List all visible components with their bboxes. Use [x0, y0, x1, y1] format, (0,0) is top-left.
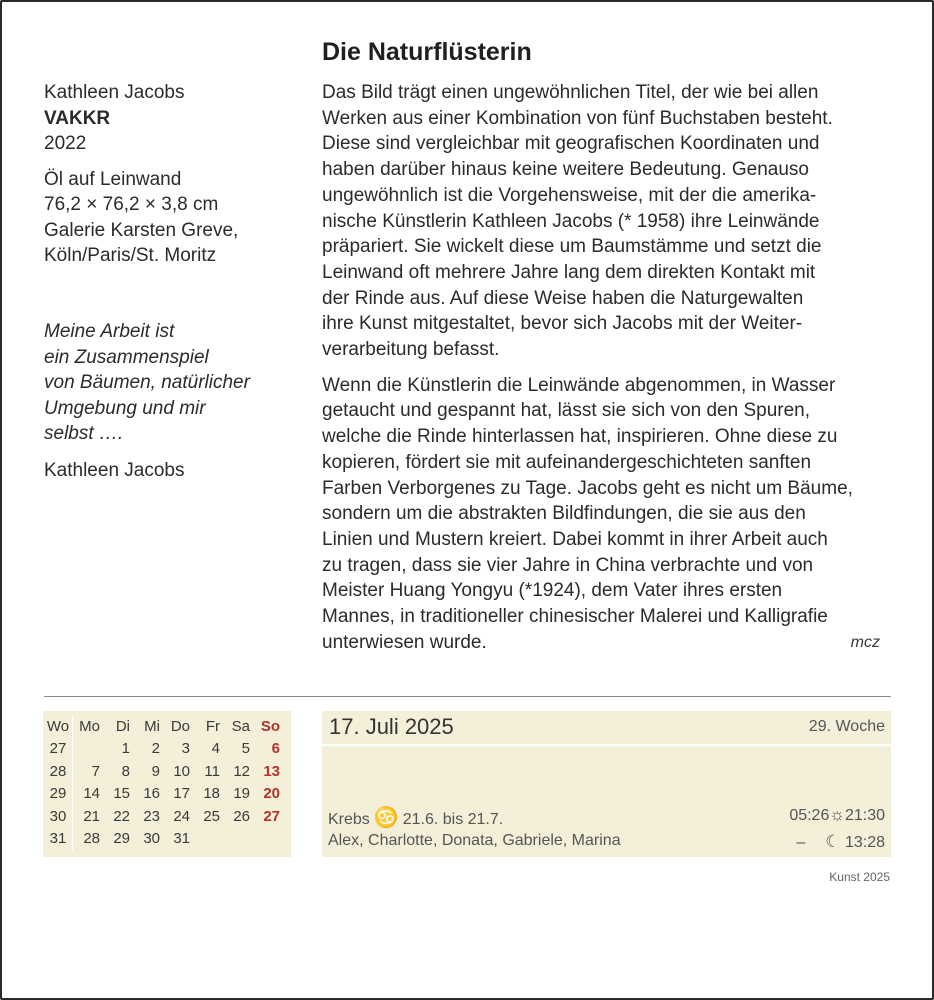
calendar-day — [78, 738, 100, 761]
text-line: unterwiesen wurde. — [322, 631, 487, 653]
text-line: Werken aus einer Kombination von fünf Buchstaben besteht. — [322, 107, 833, 129]
footer-label: Kunst 2025 — [829, 870, 890, 884]
artist-quote — [44, 319, 294, 447]
weekday-header: Sa — [231, 717, 250, 735]
calendar-day-sunday: 27 — [263, 807, 280, 825]
week-label: 29. Woche — [808, 718, 885, 735]
calendar-day: 14 — [83, 785, 100, 803]
article-body — [322, 80, 892, 665]
calendar-day: 19 — [233, 785, 250, 803]
calendar-day — [220, 828, 250, 851]
calendar-grid — [43, 715, 280, 850]
artwork-title: VAKKR — [44, 107, 111, 129]
artwork-gallery: Galerie Karsten Greve, — [44, 219, 239, 241]
week-number: 30 — [49, 807, 67, 825]
calendar-day: 24 — [173, 807, 190, 825]
calendar-day: 28 — [83, 830, 100, 848]
text-line: Linien und Mustern kreiert. Dabei kommt in ihrer Arbeit auch — [322, 528, 828, 550]
artwork-dimensions: 76,2 × 76,2 × 3,8 cm — [44, 194, 219, 215]
text-line: sondern um die abstrakten Bildfindungen, die sie aus den — [322, 503, 806, 525]
calendar-day: 21 — [83, 807, 100, 825]
text-line: verarbeitung befasst. — [322, 339, 500, 361]
calendar-day: 18 — [203, 785, 220, 803]
calendar-week-row — [43, 805, 280, 828]
week-column-header: Wo — [46, 717, 70, 735]
text-line: Wenn die Künstlerin die Leinwände abgenommen, in Wasser — [322, 374, 836, 396]
divider — [44, 696, 891, 697]
calendar-day: 12 — [233, 762, 250, 780]
sunset-time: 21:30 — [844, 807, 885, 824]
calendar-day: 15 — [113, 785, 130, 803]
week-number: 31 — [49, 830, 67, 848]
text-line: der Rinde aus. Auf diese Weise haben die Naturgewalten — [322, 287, 804, 309]
current-date: 17. Juli 2025 — [329, 714, 454, 739]
text-line: Leinwand oft mehrere Jahre lang dem direkten Kontakt mit — [322, 261, 816, 283]
calendar-day: 16 — [143, 785, 160, 803]
calendar-day-sunday: 6 — [271, 740, 280, 758]
calendar-day: 30 — [143, 830, 160, 848]
week-number: 28 — [49, 762, 67, 780]
day-panel — [322, 711, 891, 857]
cancer-crab-icon: ♋ — [373, 807, 399, 829]
quote-line: von Bäumen, natürlicher — [44, 372, 250, 393]
sun-times — [789, 805, 885, 825]
text-line: Diese sind vergleichbar mit geografischen Koordinaten und — [322, 133, 820, 155]
text-line: Mannes, in traditioneller chinesischer Malerei und Kalligrafie — [322, 606, 828, 628]
calendar-day: 31 — [173, 830, 190, 848]
zodiac-info — [328, 805, 503, 830]
calendar-week-row — [43, 760, 280, 783]
name-days: Alex, Charlotte, Donata, Gabriele, Marina — [328, 832, 621, 849]
calendar-day-sunday — [250, 828, 280, 851]
text-line: kopieren, fördert sie mit aufeinandergeschichteten sanften — [322, 451, 812, 473]
text-line: zu tragen, dass sie vier Jahre in China verbrachte und von — [322, 554, 814, 576]
calendar-day: 9 — [151, 762, 160, 780]
moonset-time: 13:28 — [844, 834, 885, 851]
artist-name: Kathleen Jacobs — [44, 82, 185, 103]
quote-line: ein Zusammenspiel — [44, 346, 209, 368]
calendar-day-sunday: 13 — [263, 762, 280, 780]
text-line: nische Künstlerin Kathleen Jacobs (* 1958) ihre Leinwände — [322, 210, 820, 232]
author-signature: mcz — [850, 634, 880, 651]
month-calendar — [43, 711, 291, 857]
calendar-day: 23 — [143, 807, 160, 825]
calendar-day: 11 — [204, 762, 220, 780]
artwork-medium: Öl auf Leinwand — [44, 168, 182, 190]
article-title: Die Naturflüsterin — [322, 38, 532, 66]
calendar-day: 8 — [121, 762, 130, 780]
zodiac-range: 21.6. bis 21.7. — [402, 811, 504, 828]
calendar-day: 10 — [173, 762, 190, 780]
calendar-day: 5 — [241, 740, 250, 758]
week-number: 29 — [49, 785, 67, 803]
weekday-header-sunday: So — [260, 717, 280, 735]
artwork-info — [44, 80, 284, 269]
week-number: 27 — [49, 740, 67, 758]
calendar-day: 17 — [173, 785, 190, 803]
paragraph-2 — [322, 373, 892, 656]
text-line: welche die Rinde hinterlassen hat, inspirieren. Ohne diese zu — [322, 426, 838, 448]
text-line: Farben Verborgenes zu Tage. Jacobs geht es nicht um Bäume, — [322, 477, 853, 499]
calendar-day: 2 — [151, 740, 160, 758]
sun-icon: ☼ — [829, 805, 845, 824]
text-line: getaucht und gespannt hat, lässt sie sich von den Spuren, — [322, 400, 810, 422]
calendar-day: 7 — [91, 762, 100, 780]
artwork-year: 2022 — [44, 133, 87, 154]
text-line: ihre Kunst mitgestaltet, bevor sich Jacobs mit der Weiter- — [322, 313, 803, 335]
quote-line: Umgebung und mir — [44, 397, 206, 419]
calendar-day: 29 — [113, 830, 130, 848]
day-panel-divider — [322, 744, 891, 746]
paragraph-1 — [322, 80, 892, 363]
quote-author: Kathleen Jacobs — [44, 460, 185, 481]
calendar-week-row — [43, 738, 280, 761]
calendar-week-row — [43, 783, 280, 806]
zodiac-name: Krebs — [328, 811, 370, 828]
text-line: Das Bild trägt einen ungewöhnlichen Titel, der wie bei allen — [322, 82, 819, 103]
calendar-day: 22 — [113, 807, 130, 825]
moon-times — [796, 832, 885, 852]
sunrise-time: 05:26 — [789, 807, 830, 824]
calendar-week-row — [43, 828, 280, 851]
moon-icon: ☾ — [825, 832, 841, 851]
calendar-day: 1 — [121, 740, 130, 758]
quote-line: Meine Arbeit ist — [44, 321, 175, 342]
calendar-day: 26 — [233, 807, 250, 825]
text-line: haben darüber hinaus keine weitere Bedeutung. Genauso — [322, 159, 809, 181]
weekday-header: Mi — [144, 717, 160, 735]
calendar-day: 4 — [211, 740, 220, 758]
calendar-day: 3 — [181, 740, 190, 758]
text-line: ungewöhnlich ist die Vorgehensweise, mit der die amerika- — [322, 184, 817, 206]
weekday-header: Mo — [79, 717, 100, 735]
calendar-day-sunday: 20 — [263, 785, 280, 803]
quote-line: selbst …. — [44, 423, 124, 444]
calendar-header-row — [43, 715, 280, 738]
calendar-day — [190, 828, 220, 851]
moonrise-time: – — [796, 834, 806, 851]
weekday-header: Fr — [205, 717, 220, 735]
weekday-header: Do — [170, 717, 190, 735]
artwork-gallery-locations: Köln/Paris/St. Moritz — [44, 245, 217, 266]
calendar-day: 25 — [203, 807, 220, 825]
weekday-header: Di — [115, 717, 130, 735]
text-line: Meister Huang Yongyu (*1924), dem Vater ihres ersten — [322, 580, 783, 602]
text-line: präpariert. Sie wickelt diese um Baumstämme und setzt die — [322, 236, 822, 258]
